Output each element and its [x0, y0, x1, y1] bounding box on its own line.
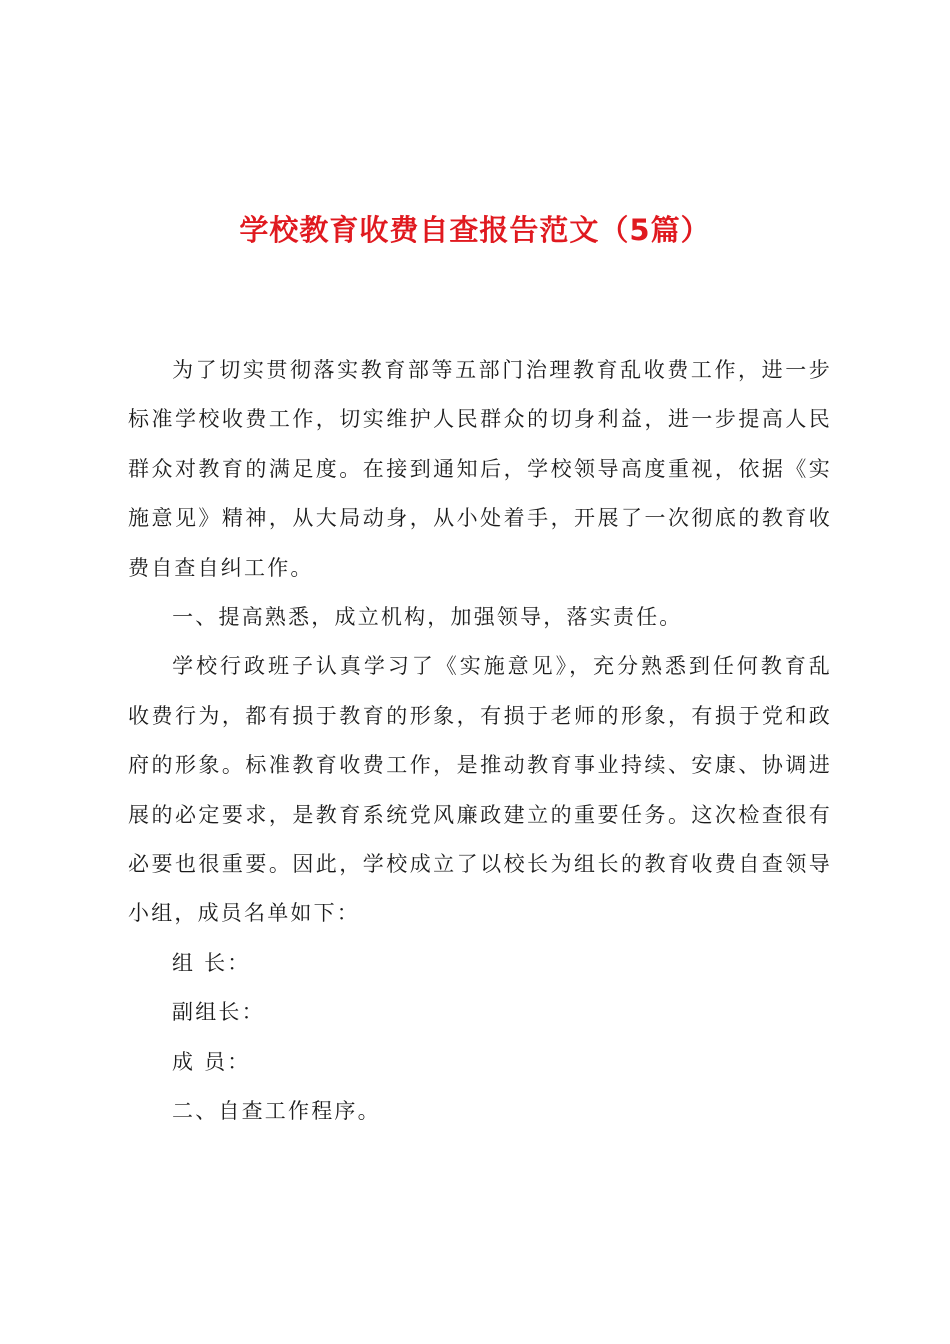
- deputy-leader-line: 副组长：: [172, 1000, 265, 1025]
- document-body: [128, 346, 832, 1137]
- section-two-heading: 二、自查工作程序。: [172, 1099, 381, 1124]
- leader-line: 组 长：: [172, 950, 251, 975]
- member-line: 成 员：: [172, 1049, 251, 1074]
- section-one-heading: 一、提高熟悉，成立机构，加强领导，落实责任。: [172, 605, 683, 630]
- section-one-paragraph: 学校行政班子认真学习了《实施意见》，充分熟悉到任何教育乱收费行为，都有损于教育的形象，有损于老师的形象，有损于党和政府的形象。标准教育收费工作，是推动教育事业持续、安康、协调进展的必定要求，是教育系统党风廉政建立的重要任务。这次检查很有必要也很重要。因此，学校成立了以校长为组长的教育收费自查领导小组，成员名单如下：: [128, 654, 832, 926]
- intro-paragraph: 为了切实贯彻落实教育部等五部门治理教育乱收费工作，进一步标准学校收费工作，切实维护人民群众的切身利益，进一步提高人民群众对教育的满足度。在接到通知后，学校领导高度重视，依据《实施意见》精神，从大局动身，从小处着手，开展了一次彻底的教育收费自查自纠工作。: [128, 358, 832, 580]
- document-title: 学校教育收费自查报告范文（5篇）: [239, 213, 711, 247]
